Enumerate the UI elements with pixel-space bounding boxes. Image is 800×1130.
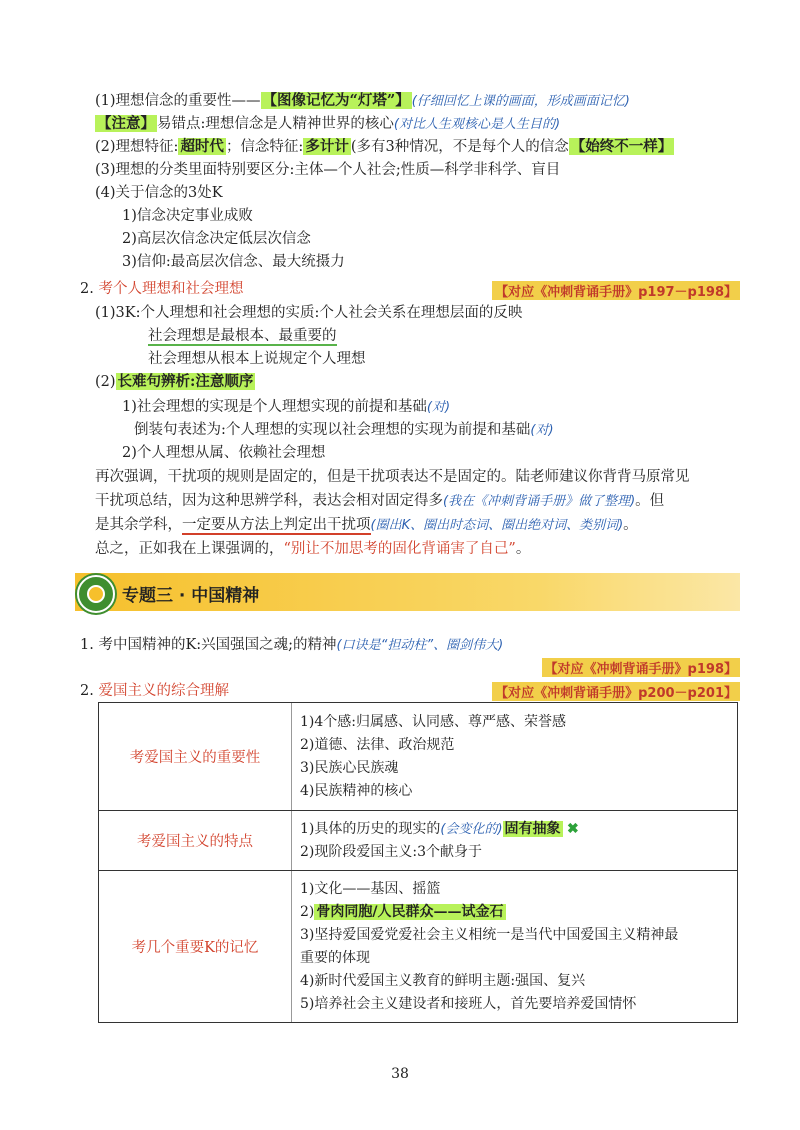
- s1-l3-hl2: 多计计: [305, 138, 349, 155]
- s1-l1-text: (1)理想信念的重要性——: [95, 93, 261, 109]
- table-item-note: (会变化的): [440, 821, 503, 837]
- table-item: 重要的体现: [300, 949, 370, 966]
- s3-title-2: [80, 680, 229, 702]
- s2-title-text: 考个人理想和社会理想: [98, 281, 244, 297]
- s3-t2-text: 爱国主义的综合理解: [98, 683, 229, 699]
- s1-l3-a: (2)理想特征:: [95, 139, 179, 155]
- s2-l5-text: 1)社会理想的实现是个人理想实现的前提和基础: [122, 399, 427, 415]
- s3-t2-num: 2.: [80, 683, 94, 699]
- table-item: [300, 901, 729, 924]
- s2-line-3: 社会理想从根本上说规定个人理想: [148, 351, 366, 367]
- s1-line-1: [95, 90, 630, 113]
- s2-p2-a: 干扰项总结，因为这种思辨学科，表达会相对固定得多: [95, 493, 443, 509]
- table-item: 1)文化——基因、摇篮: [300, 880, 441, 897]
- s1-l2-note: (对比人生观核心是人生目的): [393, 117, 561, 132]
- table-row-label: 考爱国主义的重要性: [99, 703, 292, 811]
- s2-l4-a: (2): [95, 374, 116, 390]
- s2-para-line-1: 再次强调，干扰项的规则是固定的，但是干扰项表达不是固定的。陆老师建议你背背马原常见: [95, 469, 690, 485]
- s3-reference-tag-1: 【对应《冲刺背诵手册》p198】: [542, 658, 740, 677]
- s2-p4-quote: “别让不加思考的固化背诵害了自己”: [283, 541, 516, 557]
- table-row-content: [292, 811, 738, 871]
- s1-l1-highlight: 【图像记忆为“灯塔”】: [262, 92, 410, 109]
- table-row-content: [292, 703, 738, 811]
- table-item-text: 1)具体的历史的现实的: [300, 820, 441, 837]
- s1-line-2: [95, 113, 560, 136]
- table-item: 4)新时代爱国主义教育的鲜明主题:强国、复兴: [300, 972, 586, 989]
- s2-p3-b: 。: [623, 517, 638, 533]
- s2-p2-b: 。但: [635, 493, 665, 509]
- s2-p4-b: 。: [515, 541, 531, 557]
- table-item: 5)培养社会主义建设者和接班人，首先要培养爱国情怀: [300, 995, 637, 1012]
- s1-line-4: (3)理想的分类里面特别要区分:主体—个人社会;性质—科学非科学、盲目: [95, 162, 561, 178]
- table-item: 1)4个感:归属感、认同感、尊严感、荣誉感: [300, 713, 566, 730]
- s2-title: [80, 278, 243, 300]
- table-item-highlight: 骨肉同胞/人民群众——试金石: [316, 903, 504, 920]
- table-item-highlight: 固有抽象: [504, 820, 561, 837]
- table-item-text: 2): [300, 903, 315, 920]
- s2-line-6: [134, 419, 554, 442]
- s2-line-5: [122, 396, 450, 419]
- table-item: 2)道德、法律、政治规范: [300, 736, 455, 753]
- table-row-label: 考几个重要K的记忆: [99, 871, 292, 1023]
- table-row: [99, 871, 738, 1023]
- table-item: 3)坚持爱国爱党爱社会主义相统一是当代中国爱国主义精神最: [300, 926, 679, 943]
- s2-l4-highlight: 长难句辨析:注意顺序: [117, 373, 254, 390]
- s2-line-4: [95, 371, 255, 393]
- s1-l3-hl1: 超时代: [180, 138, 224, 155]
- patriotism-table: [98, 702, 738, 1023]
- s2-line-7: 2)个人理想从属、依赖社会理想: [122, 445, 326, 461]
- s1-line-6: 1)信念决定事业成败: [122, 208, 253, 224]
- s3-l1-note: (口诀是“担动柱”、圈剑伟大): [336, 638, 504, 653]
- table-row: [99, 703, 738, 811]
- topic-title: 专题三 · 中国精神: [122, 586, 260, 606]
- s2-para-line-2: [95, 490, 664, 513]
- s2-l5-note: (对): [426, 400, 451, 415]
- s2-line-2: [148, 325, 337, 347]
- s2-line-1: (1)3K:个人理想和社会理想的实质:个人社会关系在理想层面的反映: [95, 305, 523, 321]
- s1-line-7: 2)高层次信念决定低层次信念: [122, 231, 311, 247]
- table-item: 2)现阶段爱国主义:3个献身于: [300, 843, 482, 860]
- s1-line-8: 3)信仰:最高层次信念、最大统摄力: [122, 254, 345, 270]
- s1-l2-tag: 【注意】: [97, 115, 155, 132]
- s1-l3-hl3: 【始终不一样】: [570, 138, 673, 155]
- table-item: 4)民族精神的核心: [300, 782, 413, 799]
- s3-line-1: [80, 634, 503, 657]
- table-item: 3)民族心民族魂: [300, 759, 399, 776]
- table-row-content: [292, 871, 738, 1023]
- s2-para-line-3: [95, 514, 638, 537]
- s2-p3-a: 是其余学科，: [95, 517, 182, 533]
- s2-l6-text: 倒装句表述为:个人理想的实现以社会理想的实现为前提和基础: [134, 422, 531, 438]
- s3-l1-text: 1. 考中国精神的K:兴国强国之魂;的精神: [80, 637, 337, 653]
- table-item: [300, 818, 729, 841]
- topic-emblem-inner: [87, 585, 105, 603]
- s2-p4-a: 总之，正如我在上课强调的，: [95, 541, 284, 557]
- s2-reference-tag: 【对应《冲刺背诵手册》p197－p198】: [492, 281, 740, 300]
- cross-icon: ✖: [566, 820, 579, 837]
- s1-l3-b: ；信念特征:: [225, 139, 304, 155]
- s2-p3-underlined: 一定要从方法上判定出干扰项: [182, 517, 371, 533]
- table-row: [99, 811, 738, 871]
- s2-title-num: 2.: [80, 281, 94, 297]
- s2-l6-note: (对): [530, 423, 554, 438]
- s1-l3-c: (多有3种情况，不是每个人的信念: [350, 139, 569, 155]
- s1-l2-text: 易错点:理想信念是人精神世界的核心: [157, 116, 394, 132]
- s1-line-3: [95, 136, 674, 158]
- s2-para-line-4: [95, 538, 530, 560]
- s2-p3-note: (圈出K、圈出时态词、圈出绝对词、类别词): [370, 518, 624, 533]
- table-row-label: 考爱国主义的特点: [99, 811, 292, 871]
- s2-p2-note: (我在《冲刺背诵手册》做了整理): [443, 494, 636, 509]
- s3-reference-tag-2: 【对应《冲刺背诵手册》p200－p201】: [492, 682, 740, 701]
- s2-l2-text: 社会理想是最根本、最重要的: [148, 328, 337, 344]
- s1-line-5: (4)关于信念的3处K: [95, 185, 223, 201]
- topic-emblem-icon: [77, 575, 115, 613]
- s1-l1-note: (仔细回忆上课的画面，形成画面记忆): [411, 94, 630, 109]
- page-number: 38: [391, 1066, 409, 1082]
